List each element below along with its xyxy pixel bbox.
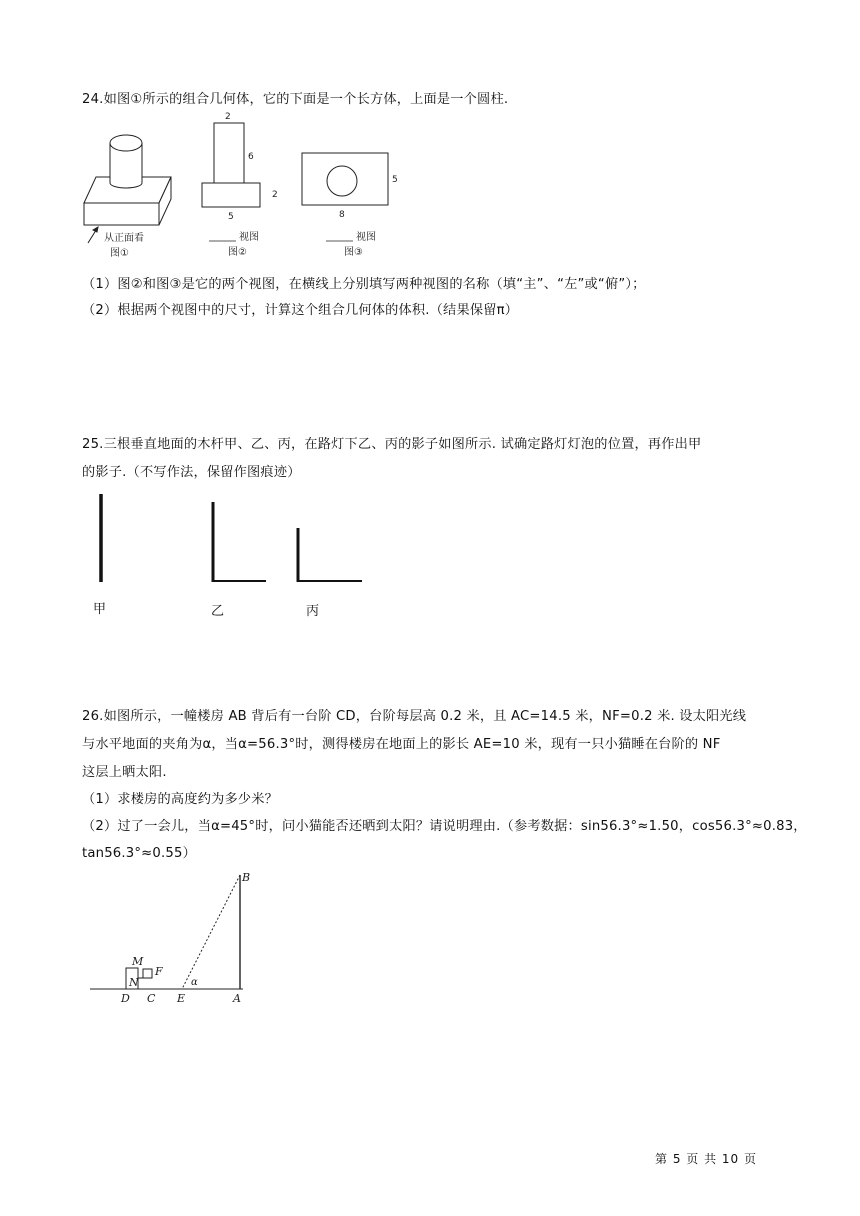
sun-ray xyxy=(182,875,240,989)
fig3-caption: 图③ xyxy=(344,247,363,258)
point-d: D xyxy=(121,992,130,1005)
point-c: C xyxy=(147,992,156,1005)
q26-line2: 与水平地面的夹角为α，当α=56.3°时，测得楼房在地面上的影长 AE=10 米，现有一只小猫睡在台阶的 NF xyxy=(82,737,721,752)
label-yi: 乙 xyxy=(211,604,225,619)
point-f: F xyxy=(155,965,163,978)
point-b: B xyxy=(242,871,251,884)
fig3-dim-width: 8 xyxy=(339,210,345,220)
q26-part1: （1）求楼房的高度约为多少米？ xyxy=(82,792,279,807)
angle-alpha: α xyxy=(191,977,198,988)
q25-line2: 的影子.（不写作法，保留作图痕迹） xyxy=(82,465,301,480)
figure-2-front-view xyxy=(202,123,260,207)
figure-1-solid xyxy=(84,135,171,243)
q24-stem: 24.如图①所示的组合几何体，它的下面是一个长方体，上面是一个圆柱. xyxy=(82,92,509,107)
label-bing: 丙 xyxy=(306,604,320,619)
fig1-caption-view: 从正面看 xyxy=(104,233,144,244)
q25-line1: 25.三根垂直地面的木杆甲、乙、丙，在路灯下乙、丙的影子如图所示. 试确定路灯灯泡的位置，再作出甲 xyxy=(82,437,702,452)
q26-line1: 26.如图所示，一幢楼房 AB 背后有一台阶 CD，台阶每层高 0.2 米，且 AC=14.5 米，NF=0.2 米. 设太阳光线 xyxy=(82,709,747,724)
q26-part2: （2）过了一会儿，当α=45°时，问小猫能否还晒到太阳？请说明理由.（参考数据：sin56.3°≈1.50，cos56.3°≈0.83， xyxy=(82,819,807,834)
point-e: E xyxy=(177,992,186,1005)
fig2-dim-base-height: 2 xyxy=(272,190,278,200)
figure-3-top-view xyxy=(302,153,388,205)
fig3-view-label: 视图 xyxy=(356,232,376,243)
q24-part2: （2）根据两个视图中的尺寸，计算这个组合几何体的体积.（结果保留π） xyxy=(82,303,519,318)
q24-figures xyxy=(76,105,416,265)
fig1-caption: 图① xyxy=(110,248,129,259)
label-jia: 甲 xyxy=(93,602,107,617)
point-n: N xyxy=(129,976,139,989)
page-footer: 第 5 页 共 10 页 xyxy=(655,1152,757,1166)
q26-part2b: tan56.3°≈0.55） xyxy=(82,846,196,861)
fig2-dim-top: 2 xyxy=(225,112,231,122)
fig2-caption: 图② xyxy=(228,247,247,258)
q26-figure xyxy=(85,865,265,1015)
fig2-dim-base-width: 5 xyxy=(228,212,234,222)
point-a: A xyxy=(233,992,241,1005)
q25-figure xyxy=(80,490,380,620)
fig3-dim-height: 5 xyxy=(392,175,398,185)
q24-part1: （1）图②和图③是它的两个视图，在横线上分别填写两种视图的名称（填“主”、“左”或“俯”）； xyxy=(82,277,646,292)
q26-line3: 这层上晒太阳. xyxy=(82,765,167,780)
fig2-dim-cyl-height: 6 xyxy=(248,152,254,162)
fig2-view-label: 视图 xyxy=(239,232,259,243)
point-m: M xyxy=(132,955,144,968)
